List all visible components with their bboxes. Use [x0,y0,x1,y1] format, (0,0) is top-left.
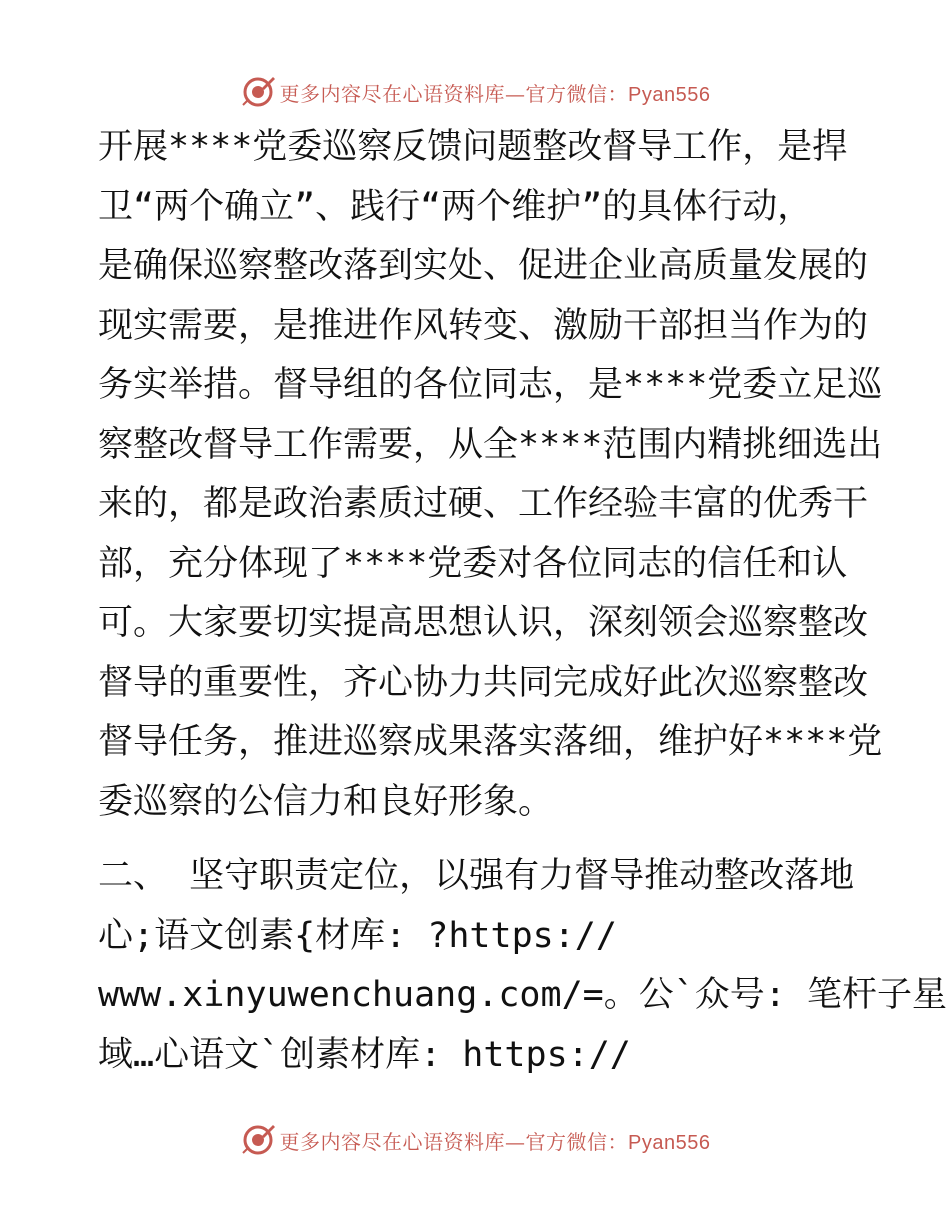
paragraph-gap [98,832,858,847]
section-heading: 二、 坚守职责定位，以强有力督导推动整改落地 [98,856,855,896]
text-line: 督导任务，推进巡察成果落实落细，维护好****党 [98,722,883,762]
text-line: 部，充分体现了****党委对各位同志的信任和认 [98,543,848,584]
text-line: 务实举措。督导组的各位同志，是****党委立足巡 [98,365,883,405]
body-text [98,118,947,1085]
pen-logo-icon [240,74,276,110]
text-line: 是确保巡察整改落到实处、促进企业高质量发展的 [98,246,869,286]
watermark-handle: Pyan556 [628,1131,711,1154]
pen-logo-icon [240,1122,276,1158]
watermark-handle: Pyan556 [628,83,711,106]
text-line: 察整改督导工作需要，从全****范围内精挑细选出 [98,424,883,465]
watermark-text [280,78,711,107]
footer-watermark [0,1120,950,1160]
watermark-label: 更多内容尽在心语资料库—官方微信： [279,1129,629,1154]
text-line: www.xinyuwenchuang.com/=。公`众号: 笔杆子星 [98,975,947,1015]
header-watermark [0,72,950,112]
text-line: 心;语文创素{材库: ?https:// [98,915,617,956]
text-line: 现实需要，是推进作风转变、激励干部担当作为的 [98,305,869,346]
text-line: 卫“两个确立”、践行“两个维护”的具体行动， [98,186,813,227]
text-line: 督导的重要性，齐心协力共同完成好此次巡察整改 [98,662,869,703]
watermark-text [280,1126,711,1155]
text-line: 来的，都是政治素质过硬、工作经验丰富的优秀干 [98,484,869,524]
text-line: 可。大家要切实提高思想认识，深刻领会巡察整改 [98,603,869,643]
watermark-label: 更多内容尽在心语资料库—官方微信： [279,81,629,106]
text-line: 域…心语文`创素材库: https:// [98,1034,631,1075]
text-line: 开展****党委巡察反馈问题整改督导工作，是捍 [98,127,848,167]
text-line: 委巡察的公信力和良好形象。 [98,781,554,822]
